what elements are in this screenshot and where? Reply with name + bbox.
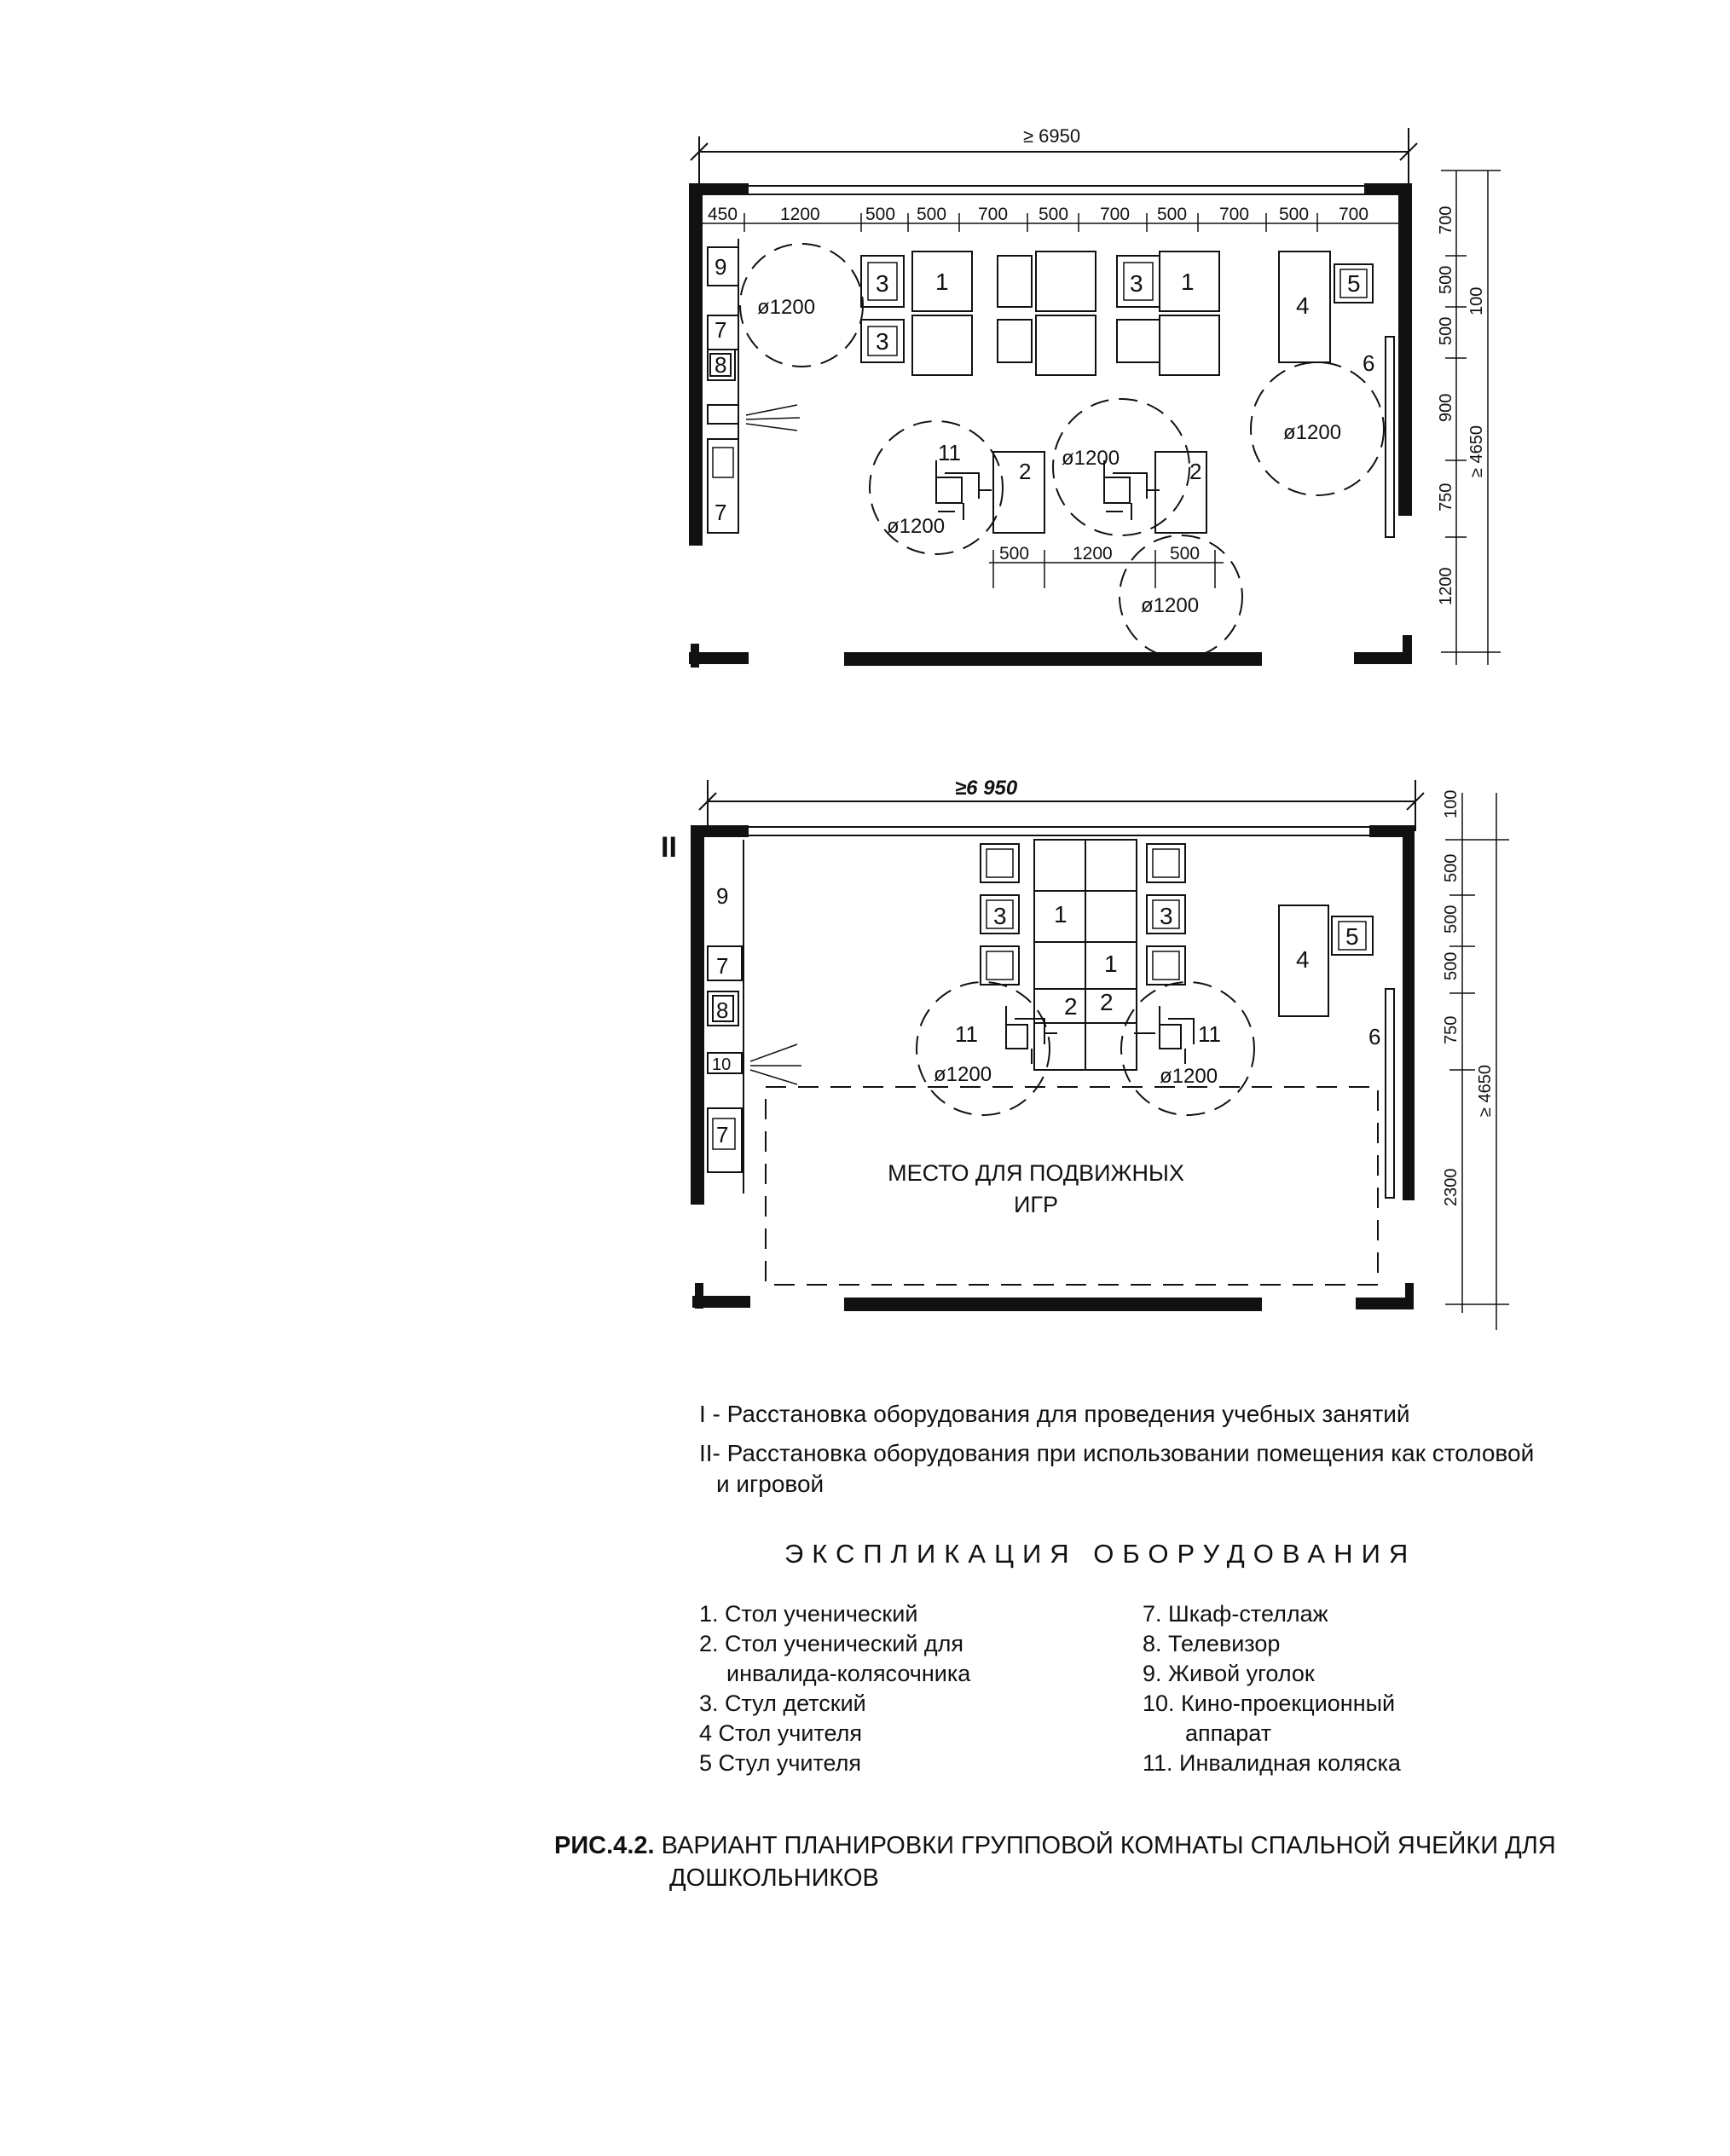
plan2-right-total: ≥ 4650 — [1476, 1064, 1495, 1117]
plan-1 — [689, 125, 1501, 668]
label-1: 1 — [935, 269, 949, 295]
label-3: 3 — [876, 328, 889, 355]
circle-label: ø1200 — [757, 296, 816, 319]
caption-text-2: ДОШКОЛЬНИКОВ — [669, 1864, 879, 1892]
exp-right-1: 7. Шкаф-стеллаж — [1143, 1601, 1328, 1627]
label-3: 3 — [993, 903, 1007, 929]
label-2: 2 — [1189, 459, 1202, 484]
plan1-right-dim: 900 — [1437, 393, 1455, 422]
label-9: 9 — [716, 883, 729, 909]
figure-caption-2 — [669, 1862, 879, 1894]
plan2-right-dim: 500 — [1442, 905, 1461, 933]
label-7: 7 — [716, 1122, 729, 1147]
label-8: 8 — [715, 352, 727, 378]
label-1: 1 — [1181, 269, 1195, 295]
plan1-bottom-dim: 500 — [1170, 544, 1201, 564]
plan1-right-dim: 500 — [1437, 316, 1455, 345]
label-4: 4 — [1296, 292, 1310, 319]
exp-left-4: 3. Стул детский — [699, 1691, 866, 1716]
exp-right-4: 10. Кино-проекционный — [1143, 1691, 1396, 1716]
label-1: 1 — [1104, 951, 1118, 977]
plan1-right-total: ≥ 4650 — [1467, 425, 1486, 477]
exp-right-6: 11. Инвалидная коляска — [1143, 1750, 1401, 1776]
plan1-dim: 700 — [978, 205, 1009, 224]
label-11: 11 — [938, 440, 961, 465]
label-2: 2 — [1019, 459, 1032, 484]
label-6: 6 — [1363, 350, 1375, 376]
plan1-bottom-dim: 500 — [999, 544, 1030, 564]
plan2-right-dim: 500 — [1442, 853, 1461, 882]
circle-label: ø1200 — [934, 1063, 992, 1086]
plan2-overall-dim: ≥6 950 — [955, 777, 1018, 800]
figure-caption — [554, 1829, 1556, 1862]
plan2-right-dim: 750 — [1442, 1015, 1461, 1044]
plan1-right-dim: 500 — [1437, 265, 1455, 294]
exp-right-5: аппарат — [1185, 1720, 1272, 1746]
legend-line-3: и игровой — [716, 1471, 824, 1497]
label-7: 7 — [716, 953, 729, 979]
circle-label: ø1200 — [1160, 1065, 1218, 1088]
exp-right-3: 9. Живой уголок — [1143, 1661, 1315, 1686]
label-5: 5 — [1345, 923, 1359, 950]
plan1-dim: 700 — [1219, 205, 1250, 224]
label-5: 5 — [1347, 270, 1361, 297]
label-11: 11 — [955, 1021, 978, 1047]
plan1-dim: 700 — [1339, 205, 1369, 224]
plan1-dim-1200: 1200 — [780, 205, 820, 224]
plan1-dim: 500 — [917, 205, 947, 224]
circle-label: ø1200 — [1141, 594, 1200, 617]
plan1-right-dim: 700 — [1437, 205, 1455, 234]
plan-2 — [661, 777, 1509, 1330]
label-7: 7 — [715, 317, 727, 343]
explication-title: ЭКСПЛИКАЦИЯ ОБОРУДОВАНИЯ — [784, 1539, 1417, 1569]
exp-left-3: инвалида-колясочника — [726, 1661, 971, 1686]
exp-left-5: 4 Стол учителя — [699, 1720, 862, 1746]
label-8: 8 — [716, 997, 729, 1023]
exp-left-2: 2. Стол ученический для — [699, 1631, 964, 1656]
legend-line-2: II- Расстановка оборудования при использовании помещения как столовой — [699, 1440, 1535, 1466]
exp-right-2: 8. Телевизор — [1143, 1631, 1281, 1656]
label-3: 3 — [876, 270, 889, 297]
label-6: 6 — [1368, 1024, 1381, 1049]
label-9: 9 — [715, 254, 727, 280]
legend-line-1: I - Расстановка оборудования для проведения учебных занятий — [699, 1401, 1410, 1427]
exp-left-1: 1. Стол ученический — [699, 1601, 918, 1627]
plan1-dim-450: 450 — [708, 205, 738, 224]
play-area-label: МЕСТО ДЛЯ ПОДВИЖНЫХ — [888, 1160, 1184, 1186]
plan1-right-dim: 750 — [1437, 483, 1455, 512]
plan1-dim: 500 — [1279, 205, 1310, 224]
label-3: 3 — [1130, 270, 1143, 297]
circle-label: ø1200 — [1283, 421, 1342, 444]
label-10: 10 — [712, 1055, 732, 1074]
plan1-right-dim: 1200 — [1437, 567, 1455, 605]
label-3: 3 — [1160, 903, 1173, 929]
label-7: 7 — [715, 500, 727, 525]
caption-text: ВАРИАНТ ПЛАНИРОВКИ ГРУППОВОЙ КОМНАТЫ СПАЛЬНОЙ ЯЧЕЙКИ ДЛЯ — [661, 1832, 1556, 1859]
circle-label: ø1200 — [887, 515, 946, 538]
circle-label: ø1200 — [1062, 447, 1120, 470]
label-4: 4 — [1296, 946, 1310, 973]
label-11: 11 — [1198, 1021, 1221, 1047]
plan2-roman: II — [661, 831, 677, 864]
label-1: 1 — [1054, 901, 1068, 928]
plan1-right-dim-100: 100 — [1467, 286, 1486, 315]
plan2-right-dim: 500 — [1442, 951, 1461, 980]
plan1-dim: 500 — [865, 205, 896, 224]
plan1-overall-dim: ≥ 6950 — [1023, 125, 1081, 147]
caption-prefix: РИС.4.2. — [554, 1832, 655, 1859]
play-area-label-2: ИГР — [1013, 1192, 1059, 1217]
label-2: 2 — [1100, 989, 1114, 1015]
plan1-bottom-dim: 1200 — [1073, 544, 1113, 564]
plan2-right-dim: 100 — [1442, 789, 1461, 818]
plan1-dim: 500 — [1039, 205, 1069, 224]
plan1-dim: 700 — [1100, 205, 1131, 224]
exp-left-6: 5 Стул учителя — [699, 1750, 862, 1776]
plan1-dim: 500 — [1157, 205, 1188, 224]
label-2: 2 — [1064, 993, 1078, 1020]
plan2-right-dim: 2300 — [1442, 1168, 1461, 1206]
